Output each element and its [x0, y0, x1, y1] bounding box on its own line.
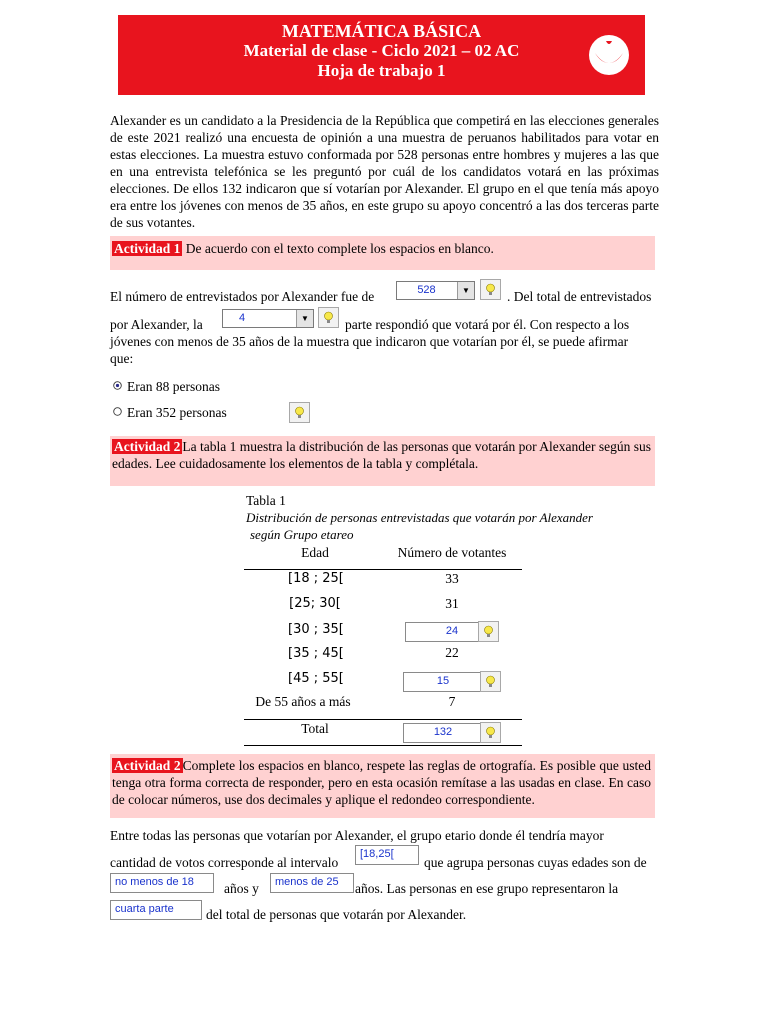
sentence-3: jóvenes con menos de 35 años de la muestra que indicaron que votarían por él, se puede afirmar [110, 334, 629, 349]
radio-unselected-icon[interactable] [113, 407, 122, 416]
hint-bulb-icon[interactable] [480, 722, 501, 743]
intro-paragraph: Alexander es un candidato a la Presidencia de la República que competirá en las elecciones generales de este 2021 realizó una encuesta de opinión a una muestra de peruanos habilitados para votar en estas elecciones. La muestra estuvo conformada por 528 personas entre hombres y mujeres a las que en una entrevista telefónica se les preguntó por cuál de los candidatos votará en las próximas elecciones. De ellos 132 indicaron que sí votarían por Alexander. El grupo en el que tenía más apoyo era entre los jóvenes con menos de 35 años, en este grupo su apoyo concentró a las dos terceras parte de sus votantes. [110, 113, 659, 230]
activity-2-instruction: La tabla 1 muestra la distribución de las personas que votarán por Alexander según sus edades. Lee cuidadosamente los elementos de la tabla y complétala. [112, 439, 652, 471]
table-caption: Tabla 1 [246, 493, 286, 508]
hint-bulb-icon[interactable] [318, 307, 339, 328]
sentence-1a: El número de entrevistados por Alexander fue de [110, 289, 375, 304]
sentence-p2b: que agrupa personas cuyas edades son de [424, 855, 647, 870]
radio-selected-icon[interactable] [113, 381, 122, 390]
activity-1-label: Actividad 1 [114, 241, 181, 256]
count-cell: 33 [445, 571, 459, 586]
total-label: Total [301, 721, 329, 736]
activity-2-banner [110, 436, 655, 486]
hint-bulb-icon[interactable] [480, 671, 501, 692]
age-cell: [35 ; 45[ [288, 646, 344, 661]
column-header-voters: Número de votantes [397, 545, 507, 560]
hint-bulb-icon[interactable] [480, 279, 501, 300]
worksheet-title: Hoja de trabajo 1 [317, 61, 446, 80]
activity-3-banner [110, 754, 655, 818]
hint-bulb-icon[interactable] [478, 621, 499, 642]
total-input[interactable]: 132 [403, 723, 483, 743]
table-subtitle-2: según Grupo etareo [250, 527, 354, 542]
count-cell: 7 [448, 694, 456, 709]
max-age-input[interactable]: menos de 25 [270, 873, 354, 893]
table-rule-total [244, 719, 522, 720]
interval-input[interactable]: [18,25[ [355, 845, 419, 865]
count-cell: 31 [445, 596, 459, 611]
activity-1-instruction: De acuerdo con el texto complete los espacios en blanco. [182, 241, 494, 256]
chevron-down-icon[interactable]: ▼ [296, 310, 313, 327]
option-352-label: Eran 352 personas [127, 405, 227, 420]
option-88-label: Eran 88 personas [127, 379, 220, 394]
activity-2-label: Actividad 2 [114, 439, 181, 454]
sentence-p4: del total de personas que votarán por Alexander. [206, 907, 467, 922]
sentence-p1: Entre todas las personas que votarían por Alexander, el grupo etario donde él tendría mayor [110, 828, 604, 843]
activity-3-instruction: Complete los espacios en blanco, respete las reglas de ortografía. Es posible que usted tenga otra forma correcta de responder, pero en esta ocasión remítase a las usadas en clase. En caso de colocar números, use dos decimales y aplique el redondeo correspondiente. [112, 758, 651, 807]
activity-1-banner [110, 236, 655, 270]
hint-bulb-icon[interactable] [289, 402, 310, 423]
sentence-p2a: cantidad de votos corresponde al intervalo [110, 855, 339, 870]
sentence-1b: . Del total de entrevistados [507, 289, 652, 304]
min-age-input[interactable]: no menos de 18 [110, 873, 214, 893]
age-cell: [18 ; 25[ [288, 571, 344, 586]
part-input[interactable]: cuarta parte [110, 900, 202, 920]
course-title: MATEMÁTICA BÁSICA [281, 21, 482, 41]
table-subtitle-1: Distribución de personas entrevistadas que votarán por Alexander [246, 510, 593, 525]
interviewees-select[interactable]: 528 ▼ [396, 281, 475, 300]
sentence-p3b: años. Las personas en ese grupo representaron la [355, 881, 619, 896]
age-cell: De 55 años a más [255, 694, 351, 709]
activity-3-label: Actividad 2 [114, 758, 181, 773]
sentence-p3a: años y [224, 881, 259, 896]
age-cell: [30 ; 35[ [288, 622, 344, 637]
sentence-2b: parte respondió que votará por él. Con respecto a los [345, 317, 630, 332]
university-logo-icon [587, 33, 631, 77]
worksheet-header [118, 15, 645, 95]
table-rule-top [244, 569, 522, 570]
sentence-4: que: [110, 351, 134, 366]
fraction-select[interactable]: 4 ▼ [222, 309, 314, 328]
table-rule-bottom [244, 745, 522, 746]
age-cell: [45 ; 55[ [288, 671, 344, 686]
sentence-2a: por Alexander, la [110, 317, 203, 332]
age-cell: [25; 30[ [289, 596, 341, 611]
count-input-30-35[interactable]: 24 [405, 622, 499, 642]
course-subtitle: Material de clase - Ciclo 2021 – 02 AC [243, 41, 520, 60]
count-input-45-55[interactable]: 15 [403, 672, 483, 692]
count-cell: 22 [445, 645, 459, 660]
chevron-down-icon[interactable]: ▼ [457, 282, 474, 299]
column-header-age: Edad [301, 545, 329, 560]
